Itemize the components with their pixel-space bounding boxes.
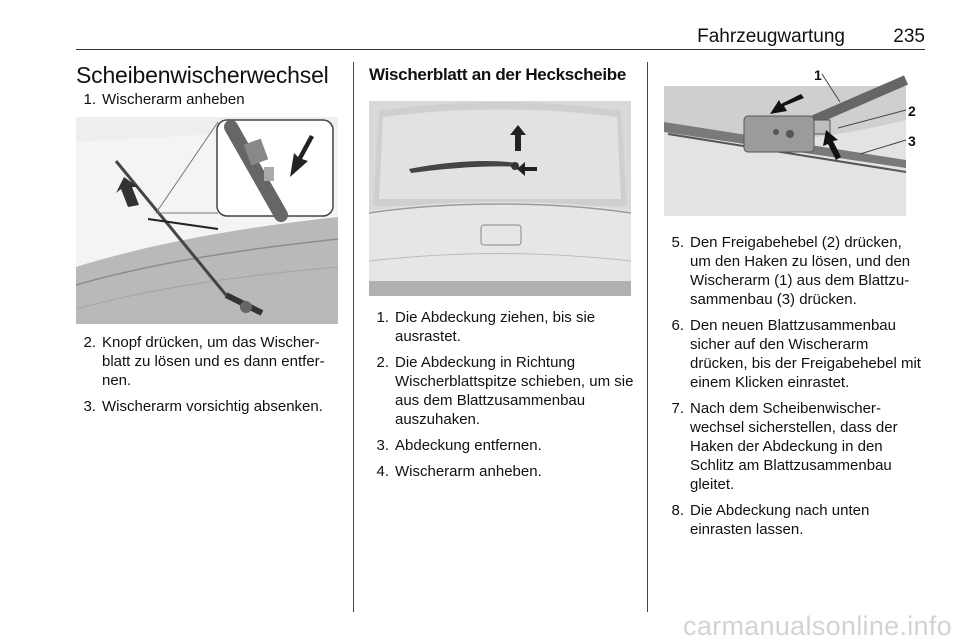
callout-3: 3 [908,133,916,149]
step-text: Die Abdeckung ziehen, bis sie ausrastet. [395,309,596,345]
page-header [76,26,925,50]
steps-list [369,308,634,481]
column-divider-1 [353,62,354,612]
step-text: Die Abdeckung in Richtung Wischerblattspitze schieben, um sie aus dem Blattzusammenbau auszuhaken. [395,354,634,428]
step-number: 6. [671,317,684,334]
callout-1: 1 [814,67,822,83]
step-number: 8. [671,502,684,519]
step-4 [369,462,634,481]
step-text: Nach dem Scheibenwischerwechsel sicherstellen, dass der Haken der Abdeckung in den Schlitz am Blattzusammenbau gleitet. [690,400,898,493]
step-2 [369,353,634,429]
step-text: Wischerarm anheben. [395,463,542,480]
step-6 [664,316,926,392]
step-number: 7. [671,400,684,417]
blade-release-illustration [664,60,924,216]
step-number: 4. [376,463,389,480]
step-3 [76,397,342,416]
step-5 [664,233,926,309]
step-3 [369,436,634,455]
steps-list [664,233,926,539]
step-text: Abdeckung entfernen. [395,437,542,454]
step-1 [369,308,634,346]
callout-2: 2 [908,103,916,119]
column-rear-wiper [369,60,634,488]
column-blade-replacement [664,60,926,546]
section-title: Scheibenwischerwechsel [76,62,329,88]
step-8 [664,501,926,539]
step-number: 1. [376,309,389,326]
rear-wiper-illustration [369,101,631,296]
step-2 [76,333,342,390]
step-number: 3. [83,398,96,415]
step-7 [664,399,926,494]
wiper-arm-lift-illustration [76,117,338,324]
step-number: 3. [376,437,389,454]
step-text: Wischerarm anheben [102,91,245,108]
watermark: carmanualsonline.info [683,611,952,641]
column-windshield-wiper [76,60,342,423]
steps-list [76,333,342,416]
step-number: 1. [83,91,96,108]
column-divider-2 [647,62,648,612]
step-number: 2. [83,334,96,351]
chapter-title: Fahrzeugwartung [697,26,845,47]
step-text: Den neuen Blattzusammenbau sicher auf den Wischerarm drücken, bis der Freigabehebel mit einem Klicken einrastet. [690,317,921,391]
step-text: Den Freigabehebel (2) drücken, um den Haken zu lösen, und den Wischerarm (1) aus dem Blattzusammenbau (3) drücken. [690,234,911,308]
step-1 [76,90,342,109]
step-text: Die Abdeckung nach unten einrasten lassen. [690,502,870,538]
step-number: 5. [671,234,684,251]
step-number: 2. [376,354,389,371]
step-text: Wischerarm vorsichtig absenken. [102,398,323,415]
section-title: Wischerblatt an der Heckscheibe [369,65,626,84]
page-number: 235 [893,26,925,47]
step-text: Knopf drücken, um das Wischerblatt zu lösen und es dann entfernen. [102,334,325,389]
